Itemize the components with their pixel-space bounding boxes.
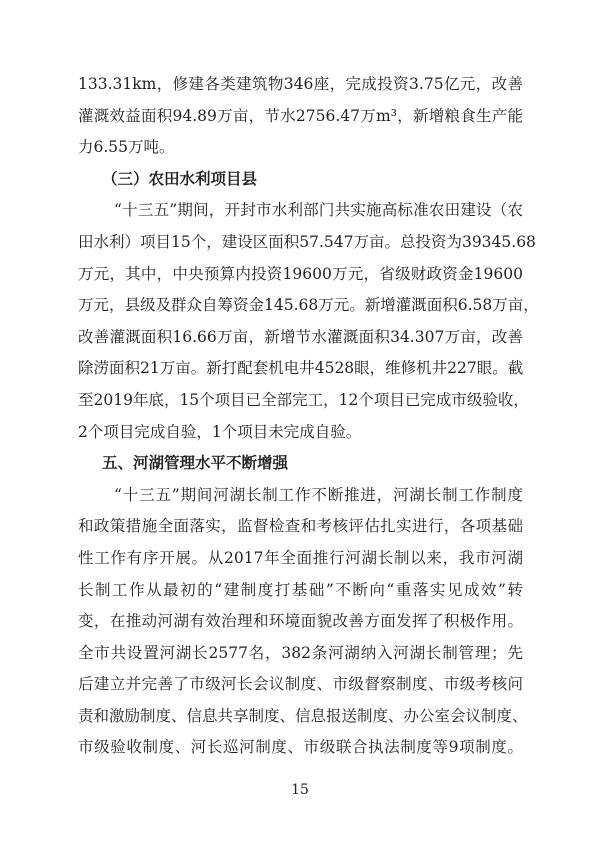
document-body [78, 69, 539, 764]
text-line: 改善灌溉面积16.66万亩，新增节水灌溉面积34.307万亩，改善 [78, 327, 523, 346]
text-line: 田水利）项目15个，建设区面积57.547万亩。总投资为39345.68 [78, 232, 536, 251]
section-heading-5: 五、河湖管理水平不断增强 [102, 454, 289, 473]
text-line: 后建立并完善了市级河长会议制度、市级督察制度、市级考核问 [78, 675, 523, 694]
text-line: 至2019年底，15个项目已全部完工，12个项目已完成市级验收， [78, 390, 529, 409]
text-line: 和政策措施全面落实，监督检查和考核评估扎实进行，各项基础 [78, 517, 523, 536]
text-line: 力6.55万吨。 [78, 138, 175, 157]
section-heading-3: （三）农田水利项目县 [102, 169, 258, 188]
text-line: 万元，其中，中央预算内投资19600万元，省级财政资金19600 [78, 264, 523, 283]
text-line: 市级验收制度、河长巡河制度、市级联合执法制度等9项制度。 [78, 738, 523, 757]
text-line: 性工作有序开展。从2017年全面推行河湖长制以来，我市河湖 [78, 548, 523, 567]
text-line: “十三五”期间河湖长制工作不断推进，河湖长制工作制度 [114, 485, 523, 504]
text-line: 133.31km，修建各类建筑物346座，完成投资3.75亿元，改善 [78, 75, 523, 93]
text-line: 变，在推动河湖有效治理和环境面貌改善方面发挥了积极作用。 [78, 612, 523, 631]
text-line: 除涝面积21万亩。新打配套机电井4528眼，维修机井227眼。截 [78, 359, 524, 378]
text-line: 万元，县级及群众自筹资金145.68万元。新增灌溉面积6.58万亩， [78, 296, 539, 315]
text-line: 2个项目完成自验，1个项目未完成自验。 [78, 422, 362, 441]
text-line: 灌溉效益面积94.89万亩，节水2756.47万m³，新增粮食生产能 [78, 106, 523, 125]
text-line: 责和激励制度、信息共享制度、信息报送制度、办公室会议制度、 [78, 706, 528, 725]
text-line: 长制工作从最初的“建制度打基础”不断向“重落实见成效”转 [78, 580, 523, 599]
paragraph-3 [78, 480, 528, 764]
paragraph-2 [78, 195, 539, 448]
text-line: “十三五”期间，开封市水利部门共实施高标准农田建设（农 [114, 201, 523, 220]
text-line: 全市共设置河湖长2577名，382条河湖纳入河湖长制管理；先 [78, 643, 523, 662]
paragraph-1 [78, 69, 523, 164]
page-number: 15 [291, 782, 309, 798]
